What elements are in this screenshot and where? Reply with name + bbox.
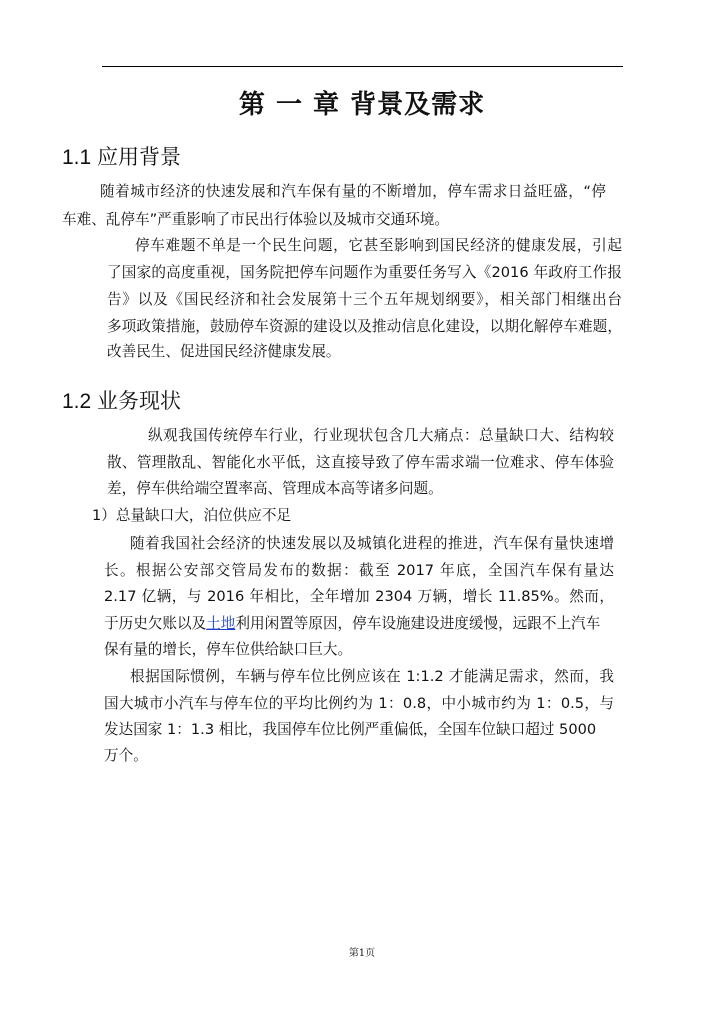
- paragraph-line: 纵观我国传统停车行业，行业现状包含几大痛点：总量缺口大、结构较: [148, 427, 614, 444]
- paragraph-line: 多项政策措施，鼓励停车资源的建设以及推动信息化建设，以期化解停车难题，: [107, 318, 622, 335]
- paragraph-line: 国大城市小汽车与停车位的平均比例约为 1：0.8，中小城市约为 1：0.5，与: [104, 695, 614, 712]
- paragraph-line: 差，停车供给端空置率高、管理成本高等诸多问题。: [107, 480, 443, 497]
- paragraph-line: 告》以及《国民经济和社会发展第十三个五年规划纲要》，相关部门相继出台: [107, 291, 622, 308]
- page-number: 第1页: [348, 948, 376, 959]
- paragraph-line: 长。根据公安部交管局发布的数据：截至 2017 年底，全国汽车保有量达: [104, 562, 614, 579]
- paragraph-line: 改善民生、促进国民经济健康发展。: [107, 343, 341, 360]
- paragraph-line: 万个。: [104, 747, 148, 764]
- list-item-heading: 1）总量缺口大，泊位供应不足: [92, 507, 292, 524]
- section-heading-1-2: 1.2 业务现状: [62, 390, 182, 413]
- paragraph-line: 保有量的增长，停车位供给缺口巨大。: [104, 641, 353, 658]
- text-segment: 利用闲置等原因，停车设施建设进度缓慢，远跟不上汽车: [235, 615, 601, 632]
- chapter-title: 第 一 章 背景及需求: [238, 90, 486, 120]
- text-segment: 于历史欠账以及: [104, 615, 207, 632]
- paragraph-line: 停车难题不单是一个民生问题，它甚至影响到国民经济的健康发展，引起: [135, 237, 622, 254]
- paragraph-line: 发达国家 1：1.3 相比，我国停车位比例严重偏低，全国车位缺口超过 5000: [104, 721, 597, 738]
- land-link[interactable]: 土地: [206, 615, 236, 632]
- section-heading-1-1: 1.1 应用背景: [62, 146, 182, 169]
- paragraph-line: 根据国际惯例，车辆与停车位比例应该在 1:1.2 才能满足需求，然而，我: [130, 668, 614, 685]
- paragraph-line: 散、管理散乱、智能化水平低，这直接导致了停车需求端一位难求、停车体验: [107, 454, 614, 471]
- paragraph-line: 2.17 亿辆，与 2016 年相比，全年增加 2304 万辆，增长 11.85%。然而，: [104, 588, 614, 605]
- paragraph-line: 随着我国社会经济的快速发展以及城镇化进程的推进，汽车保有量快速增: [130, 535, 614, 552]
- paragraph-line: 随着城市经济的快速发展和汽车保有量的不断增加，停车需求日益旺盛，“停: [100, 183, 606, 200]
- paragraph-line: 了国家的高度重视，国务院把停车问题作为重要任务写入《2016 年政府工作报: [107, 264, 622, 281]
- paragraph-line: 车难、乱停车”严重影响了市民出行体验以及城市交通环境。: [62, 211, 450, 228]
- paragraph-line: [104, 614, 600, 634]
- header-rule: [102, 66, 623, 67]
